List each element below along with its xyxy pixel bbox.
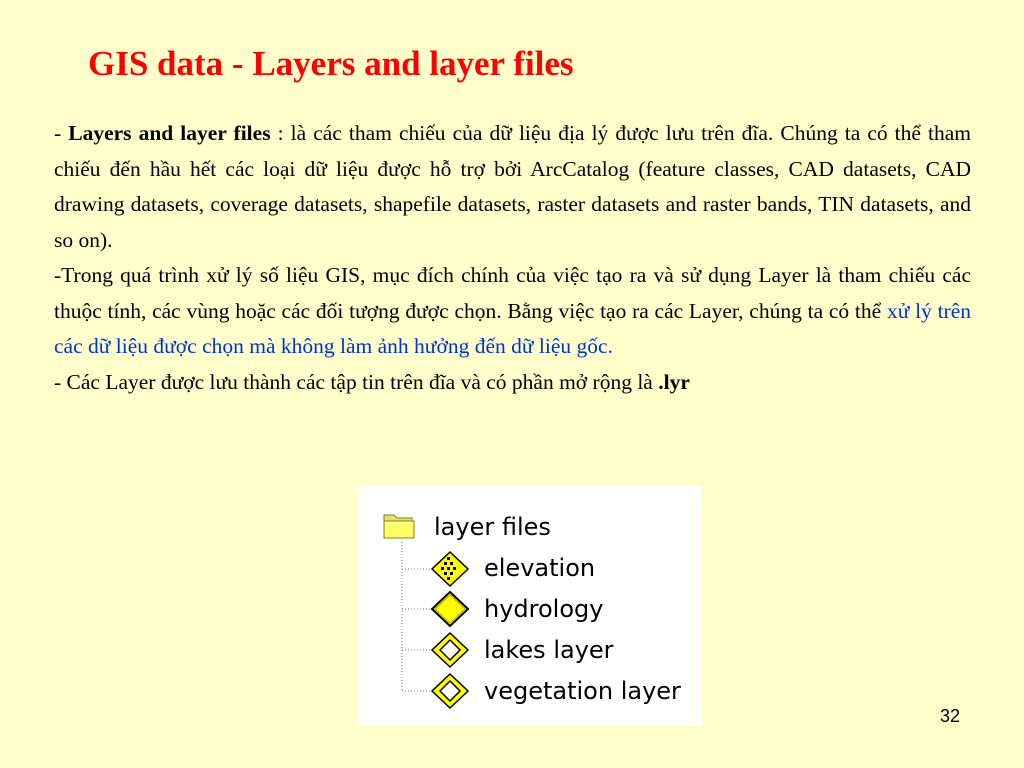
tree-item-vegetation-layer[interactable]: vegetation layer <box>484 677 681 705</box>
extension-text: - Các Layer được lưu thành các tập tin trên đĩa và có phần mở rộng là <box>54 369 659 394</box>
tree-item-lakes-layer[interactable]: lakes layer <box>484 636 614 664</box>
layer-polygon-outline-icon <box>430 631 470 669</box>
layer-raster-icon <box>430 550 470 588</box>
layer-polygon-outline-icon <box>430 672 470 710</box>
lyr-extension: .lyr <box>658 369 690 394</box>
tree-item-hydrology[interactable]: hydrology <box>484 595 604 623</box>
bullet-prefix: - <box>54 121 69 145</box>
term-layers-and-layer-files: Layers and layer files <box>68 121 271 145</box>
highlighted-text: xử lý trên các dữ liệu được chọn mà không làm ảnh hưởng đến dữ liệu gốc. <box>54 298 971 358</box>
tree-folder-label[interactable]: layer files <box>434 513 551 541</box>
layer-polygon-icon <box>430 590 470 628</box>
definition-text: : là các tham chiếu của dữ liệu địa lý được lưu trên đĩa. Chúng ta có thể tham chiếu đến hầu hết các loại dữ liệu được hỗ trợ bởi ArcCatalog (feature classes, CAD datasets, CAD drawing datasets, coverage datasets, shapefile datasets, raster datasets and raster bands, TIN datasets, and so on). <box>54 121 971 252</box>
slide-body <box>54 116 971 400</box>
slide-title: GIS data - Layers and layer files <box>88 44 574 83</box>
paragraph-layers-definition <box>54 116 971 258</box>
layer-files-tree <box>358 486 702 726</box>
paragraph-lyr-extension <box>54 365 971 401</box>
folder-icon <box>382 510 418 540</box>
page-number: 32 <box>940 706 961 726</box>
paragraph-layer-purpose <box>54 258 971 365</box>
tree-item-elevation[interactable]: elevation <box>484 554 596 582</box>
purpose-text: -Trong quá trình xử lý số liệu GIS, mục đích chính của việc tạo ra và sử dụng Layer là tham chiếu các thuộc tính, các vùng hoặc các đối tượng được chọn. Bằng việc tạo ra các Layer, chúng ta có thể <box>54 263 971 323</box>
